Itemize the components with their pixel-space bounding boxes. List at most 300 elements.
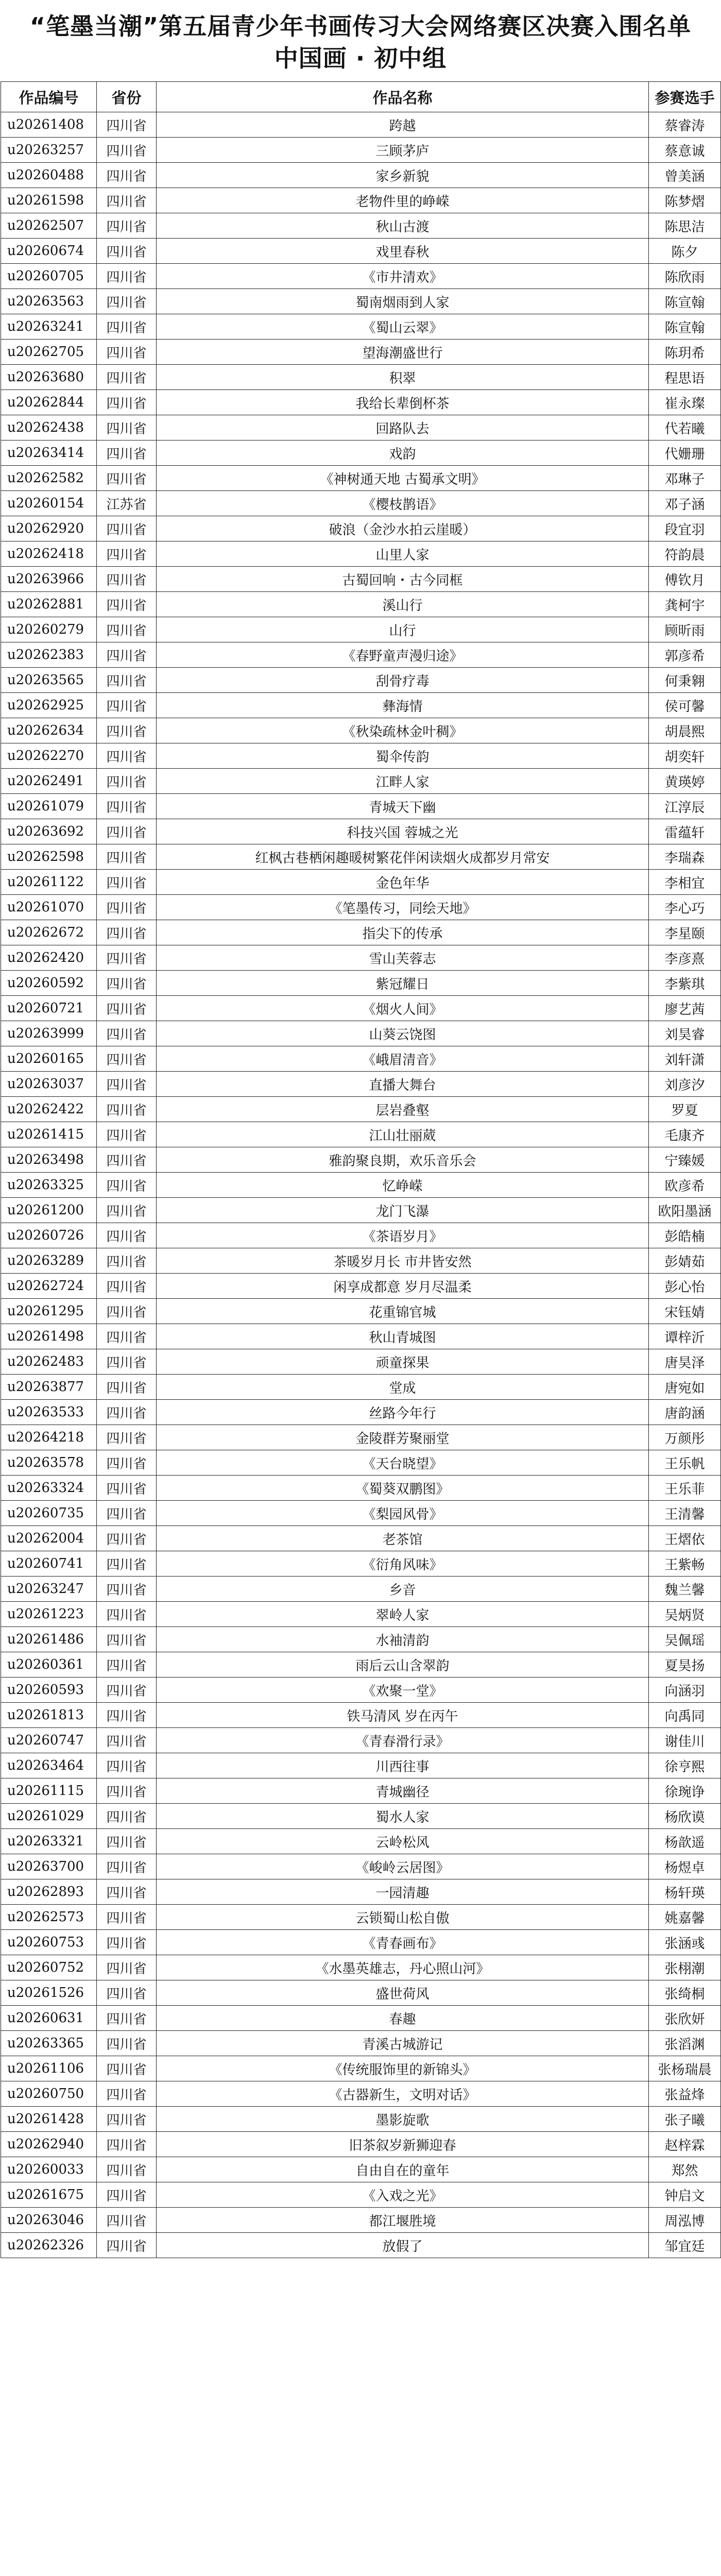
cell-province: 四川省 [97, 592, 157, 617]
cell-province: 四川省 [97, 1324, 157, 1349]
cell-name: 钟启文 [649, 2182, 721, 2208]
cell-province: 四川省 [97, 1198, 157, 1223]
title-line-2: 中国画 · 初中组 [274, 44, 447, 72]
document-title [0, 10, 721, 74]
cell-name: 徐琬诤 [649, 1778, 721, 1804]
cell-code: u20261675 [1, 2182, 97, 2208]
cell-code: u20262893 [1, 1879, 97, 1905]
cell-code: u20263700 [1, 1854, 97, 1879]
table-row [1, 390, 721, 415]
cell-code: u20260488 [1, 163, 97, 188]
cell-code: u20260279 [1, 617, 97, 642]
table-row [1, 870, 721, 895]
cell-title: 指尖下的传承 [157, 920, 649, 945]
cell-code: u20260674 [1, 239, 97, 264]
cell-code: u20260033 [1, 2157, 97, 2182]
cell-province: 四川省 [97, 2107, 157, 2132]
cell-name: 姚嘉馨 [649, 1905, 721, 1930]
table-body [1, 112, 721, 2258]
cell-title: 闲享成都意 岁月尽温柔 [157, 1274, 649, 1299]
table-row [1, 1476, 721, 1501]
cell-province: 四川省 [97, 138, 157, 163]
cell-name: 谭梓沂 [649, 1324, 721, 1349]
cell-name: 张涵彧 [649, 1930, 721, 1955]
cell-title: 《烟火人间》 [157, 996, 649, 1021]
table-row [1, 1778, 721, 1804]
cell-code: u20262920 [1, 516, 97, 541]
table-row [1, 1097, 721, 1122]
cell-province: 四川省 [97, 314, 157, 340]
cell-name: 郭彦希 [649, 642, 721, 668]
cell-name: 李相宜 [649, 870, 721, 895]
table-header-row [1, 82, 721, 112]
cell-name: 李紫琪 [649, 971, 721, 996]
cell-code: u20261295 [1, 1299, 97, 1324]
cell-province: 江苏省 [97, 491, 157, 516]
cell-code: u20261598 [1, 188, 97, 213]
cell-province: 四川省 [97, 1728, 157, 1753]
cell-name: 张子曦 [649, 2107, 721, 2132]
table-row [1, 2233, 721, 2258]
table-row [1, 718, 721, 743]
table-row [1, 1425, 721, 1450]
table-row [1, 693, 721, 718]
table-row [1, 314, 721, 340]
cell-name: 邹宜廷 [649, 2233, 721, 2258]
cell-title: 山里人家 [157, 541, 649, 567]
table-row [1, 1526, 721, 1551]
cell-name: 李星颐 [649, 920, 721, 945]
cell-province: 四川省 [97, 819, 157, 844]
table-row [1, 1627, 721, 1652]
cell-province: 四川省 [97, 2031, 157, 2056]
cell-code: u20260361 [1, 1652, 97, 1677]
cell-province: 四川省 [97, 466, 157, 491]
cell-title: 《茶语岁月》 [157, 1223, 649, 1248]
table-row [1, 1450, 721, 1476]
cell-title: 茶暖岁月长 市井皆安然 [157, 1248, 649, 1274]
table-row [1, 365, 721, 390]
table-row [1, 996, 721, 1021]
table-row [1, 895, 721, 920]
table-row [1, 1753, 721, 1778]
cell-code: u20263046 [1, 2208, 97, 2233]
table-row [1, 1577, 721, 1602]
cell-province: 四川省 [97, 1829, 157, 1854]
cell-code: u20260750 [1, 2081, 97, 2107]
cell-code: u20261498 [1, 1324, 97, 1349]
cell-title: 山葵云饶图 [157, 1021, 649, 1046]
cell-name: 代姗珊 [649, 440, 721, 466]
cell-title: 《入戏之光》 [157, 2182, 649, 2208]
cell-name: 符韵晨 [649, 541, 721, 567]
cell-name: 崔永璨 [649, 390, 721, 415]
cell-title: 老茶馆 [157, 1526, 649, 1551]
cell-title: 《神树通天地 古蜀承文明》 [157, 466, 649, 491]
cell-code: u20263365 [1, 2031, 97, 2056]
cell-name: 郑然 [649, 2157, 721, 2182]
table-row [1, 2006, 721, 2031]
cell-name: 陈玥希 [649, 340, 721, 365]
cell-code: u20263321 [1, 1829, 97, 1854]
cell-province: 四川省 [97, 2208, 157, 2233]
cell-title: 《市井清欢》 [157, 264, 649, 289]
table-row [1, 2107, 721, 2132]
table-row [1, 415, 721, 440]
cell-name: 宋钰婧 [649, 1299, 721, 1324]
table-row [1, 2208, 721, 2233]
table-row [1, 1324, 721, 1349]
cell-province: 四川省 [97, 769, 157, 794]
cell-code: u20261115 [1, 1778, 97, 1804]
cell-code: u20261428 [1, 2107, 97, 2132]
cell-code: u20261122 [1, 870, 97, 895]
table-row [1, 1703, 721, 1728]
cell-title: 三顾茅庐 [157, 138, 649, 163]
cell-province: 四川省 [97, 289, 157, 314]
cell-code: u20263325 [1, 1173, 97, 1198]
cell-code: u20260593 [1, 1677, 97, 1703]
cell-province: 四川省 [97, 440, 157, 466]
table-row [1, 2056, 721, 2081]
cell-name: 陈思洁 [649, 213, 721, 239]
cell-title: 《笔墨传习，同绘天地》 [157, 895, 649, 920]
cell-title: 破浪（金沙水拍云崖暖） [157, 516, 649, 541]
cell-title: 戏里春秋 [157, 239, 649, 264]
cell-province: 四川省 [97, 617, 157, 642]
cell-code: u20262940 [1, 2132, 97, 2157]
cell-name: 傅钦月 [649, 567, 721, 592]
cell-title: 彝海情 [157, 693, 649, 718]
table-row [1, 1299, 721, 1324]
table-row [1, 1223, 721, 1248]
cell-title: 青城天下幽 [157, 794, 649, 819]
cell-name: 彭心怡 [649, 1274, 721, 1299]
cell-name: 杨煜卓 [649, 1854, 721, 1879]
cell-province: 四川省 [97, 1375, 157, 1400]
cell-province: 四川省 [97, 2233, 157, 2258]
cell-name: 邓琳子 [649, 466, 721, 491]
cell-province: 四川省 [97, 2182, 157, 2208]
cell-code: u20262270 [1, 743, 97, 769]
cell-title: 堂成 [157, 1375, 649, 1400]
table-row [1, 945, 721, 971]
cell-code: u20263877 [1, 1375, 97, 1400]
table-row [1, 1677, 721, 1703]
cell-province: 四川省 [97, 1122, 157, 1147]
cell-province: 四川省 [97, 112, 157, 138]
cell-title: 雅韵聚良期，欢乐音乐会 [157, 1147, 649, 1173]
table-row [1, 1955, 721, 1980]
cell-code: u20262004 [1, 1526, 97, 1551]
table-row [1, 1980, 721, 2006]
cell-name: 杨歆遥 [649, 1829, 721, 1854]
cell-title: 水袖清韵 [157, 1627, 649, 1652]
cell-province: 四川省 [97, 1248, 157, 1274]
title-line-1: “笔墨当潮”第五届青少年书画传习大会网络赛区决赛入围名单 [29, 12, 692, 40]
cell-title: 紫冠耀日 [157, 971, 649, 996]
cell-code: u20260741 [1, 1551, 97, 1577]
table-row [1, 466, 721, 491]
cell-title: 金陵群芳聚丽堂 [157, 1425, 649, 1450]
table-row [1, 239, 721, 264]
table-row [1, 1602, 721, 1627]
cell-code: u20263037 [1, 1072, 97, 1097]
cell-name: 向涵羽 [649, 1677, 721, 1703]
cell-code: u20263966 [1, 567, 97, 592]
cell-title: 《春野童声漫归途》 [157, 642, 649, 668]
cell-province: 四川省 [97, 1299, 157, 1324]
table-row [1, 2081, 721, 2107]
cell-title: 家乡新貌 [157, 163, 649, 188]
cell-name: 杨轩瑛 [649, 1879, 721, 1905]
cell-title: 蜀水人家 [157, 1804, 649, 1829]
cell-title: 《衍角风味》 [157, 1551, 649, 1577]
cell-code: u20260721 [1, 996, 97, 1021]
table-row [1, 567, 721, 592]
cell-province: 四川省 [97, 1804, 157, 1829]
cell-province: 四川省 [97, 1778, 157, 1804]
table-row [1, 541, 721, 567]
cell-province: 四川省 [97, 1097, 157, 1122]
table-row [1, 1854, 721, 1879]
cell-title: 忆峥嵘 [157, 1173, 649, 1198]
table-row [1, 491, 721, 516]
cell-name: 王清馨 [649, 1501, 721, 1526]
cell-code: u20260154 [1, 491, 97, 516]
table-row [1, 642, 721, 668]
cell-title: 放假了 [157, 2233, 649, 2258]
cell-province: 四川省 [97, 1274, 157, 1299]
cell-code: u20262672 [1, 920, 97, 945]
table-row [1, 819, 721, 844]
cell-code: u20260753 [1, 1930, 97, 1955]
cell-title: 我给长辈倒杯茶 [157, 390, 649, 415]
cell-code: u20263692 [1, 819, 97, 844]
cell-province: 四川省 [97, 415, 157, 440]
cell-title: 花重锦官城 [157, 1299, 649, 1324]
cell-name: 吴炳贤 [649, 1602, 721, 1627]
cell-code: u20263498 [1, 1147, 97, 1173]
cell-province: 四川省 [97, 1551, 157, 1577]
cell-title: 刮骨疗毒 [157, 668, 649, 693]
cell-code: u20262634 [1, 718, 97, 743]
cell-code: u20262383 [1, 642, 97, 668]
cell-name: 陈欣雨 [649, 264, 721, 289]
cell-name: 张欣妍 [649, 2006, 721, 2031]
cell-code: u20263578 [1, 1450, 97, 1476]
table-row [1, 743, 721, 769]
table-row [1, 1400, 721, 1425]
cell-name: 李心巧 [649, 895, 721, 920]
cell-code: u20262438 [1, 415, 97, 440]
cell-province: 四川省 [97, 365, 157, 390]
table-row [1, 844, 721, 870]
cell-code: u20260631 [1, 2006, 97, 2031]
cell-province: 四川省 [97, 239, 157, 264]
table-row [1, 920, 721, 945]
cell-code: u20262491 [1, 769, 97, 794]
cell-name: 陈梦熠 [649, 188, 721, 213]
cell-title: 回路队去 [157, 415, 649, 440]
cell-code: u20261486 [1, 1627, 97, 1652]
cell-province: 四川省 [97, 567, 157, 592]
cell-code: u20262582 [1, 466, 97, 491]
table-row [1, 2132, 721, 2157]
cell-title: 科技兴国 蓉城之光 [157, 819, 649, 844]
cell-title: 直播大舞台 [157, 1072, 649, 1097]
table-row [1, 1274, 721, 1299]
cell-province: 四川省 [97, 541, 157, 567]
cell-province: 四川省 [97, 1703, 157, 1728]
cell-title: 《蜀葵双鹏图》 [157, 1476, 649, 1501]
cell-code: u20262925 [1, 693, 97, 718]
cell-name: 李瑞森 [649, 844, 721, 870]
table-row [1, 971, 721, 996]
table-row [1, 1072, 721, 1097]
cell-code: u20263680 [1, 365, 97, 390]
cell-name: 代若曦 [649, 415, 721, 440]
cell-province: 四川省 [97, 390, 157, 415]
cell-province: 四川省 [97, 1652, 157, 1677]
table-row [1, 1349, 721, 1375]
table-row [1, 1728, 721, 1753]
cell-title: 春趣 [157, 2006, 649, 2031]
cell-name: 张栩潮 [649, 1955, 721, 1980]
cell-title: 溪山行 [157, 592, 649, 617]
finalist-table [1, 81, 721, 2258]
cell-province: 四川省 [97, 1677, 157, 1703]
cell-name: 夏昊扬 [649, 1652, 721, 1677]
cell-title: 丝路今年行 [157, 1400, 649, 1425]
cell-province: 四川省 [97, 718, 157, 743]
cell-province: 四川省 [97, 1930, 157, 1955]
cell-title: 江山壮丽葳 [157, 1122, 649, 1147]
table-row [1, 163, 721, 188]
table-row [1, 1248, 721, 1274]
table-row [1, 769, 721, 794]
cell-name: 侯可馨 [649, 693, 721, 718]
cell-title: 秋山古渡 [157, 213, 649, 239]
cell-name: 魏兰馨 [649, 1577, 721, 1602]
cell-title: 《天台晓望》 [157, 1450, 649, 1476]
cell-title: 一园清趣 [157, 1879, 649, 1905]
cell-name: 王乐菲 [649, 1476, 721, 1501]
cell-name: 刘轩潇 [649, 1046, 721, 1072]
cell-name: 罗夏 [649, 1097, 721, 1122]
cell-name: 陈宣翰 [649, 289, 721, 314]
table-row [1, 592, 721, 617]
cell-province: 四川省 [97, 1526, 157, 1551]
cell-name: 唐韵涵 [649, 1400, 721, 1425]
cell-code: u20261415 [1, 1122, 97, 1147]
cell-province: 四川省 [97, 2056, 157, 2081]
cell-title: 《峻岭云居图》 [157, 1854, 649, 1879]
header-name: 参赛选手 [649, 82, 721, 112]
cell-title: 金色年华 [157, 870, 649, 895]
cell-title: 旧茶叙岁新狮迎春 [157, 2132, 649, 2157]
cell-name: 胡晨熙 [649, 718, 721, 743]
cell-province: 四川省 [97, 1349, 157, 1375]
cell-province: 四川省 [97, 870, 157, 895]
cell-code: u20261200 [1, 1198, 97, 1223]
cell-name: 陈夕 [649, 239, 721, 264]
cell-name: 陈宣翰 [649, 314, 721, 340]
cell-code: u20263247 [1, 1577, 97, 1602]
cell-title: 《峨眉清音》 [157, 1046, 649, 1072]
table-row [1, 2157, 721, 2182]
cell-name: 邓子涵 [649, 491, 721, 516]
table-row [1, 1375, 721, 1400]
cell-title: 山行 [157, 617, 649, 642]
cell-title: 秋山青城图 [157, 1324, 649, 1349]
cell-province: 四川省 [97, 1021, 157, 1046]
table-row [1, 188, 721, 213]
table-row [1, 516, 721, 541]
table-row [1, 289, 721, 314]
cell-name: 张滔渊 [649, 2031, 721, 2056]
cell-name: 江淳辰 [649, 794, 721, 819]
table-row [1, 794, 721, 819]
cell-province: 四川省 [97, 2081, 157, 2107]
cell-province: 四川省 [97, 163, 157, 188]
cell-code: u20260165 [1, 1046, 97, 1072]
table-row [1, 264, 721, 289]
cell-title: 云岭松风 [157, 1829, 649, 1854]
cell-province: 四川省 [97, 1501, 157, 1526]
cell-title: 蜀南烟雨到人家 [157, 289, 649, 314]
cell-code: u20263241 [1, 314, 97, 340]
header-title: 作品名称 [157, 82, 649, 112]
table-row [1, 1829, 721, 1854]
cell-title: 铁马清风 岁在丙午 [157, 1703, 649, 1728]
cell-province: 四川省 [97, 1223, 157, 1248]
cell-name: 王熠依 [649, 1526, 721, 1551]
cell-name: 赵梓霖 [649, 2132, 721, 2157]
cell-name: 雷蕴轩 [649, 819, 721, 844]
cell-title: 云锁蜀山松自傲 [157, 1905, 649, 1930]
cell-province: 四川省 [97, 2006, 157, 2031]
cell-title: 跨越 [157, 112, 649, 138]
cell-province: 四川省 [97, 895, 157, 920]
table-row [1, 1046, 721, 1072]
cell-name: 欧彦希 [649, 1173, 721, 1198]
cell-province: 四川省 [97, 668, 157, 693]
cell-code: u20261070 [1, 895, 97, 920]
cell-province: 四川省 [97, 213, 157, 239]
cell-province: 四川省 [97, 1400, 157, 1425]
cell-code: u20260747 [1, 1728, 97, 1753]
cell-name: 吴佩瑶 [649, 1627, 721, 1652]
table-row [1, 1879, 721, 1905]
cell-title: 红枫古巷栖闲趣暖树繁花伴闲读烟火成都岁月常安 [157, 844, 649, 870]
cell-code: u20263464 [1, 1753, 97, 1778]
cell-code: u20262483 [1, 1349, 97, 1375]
cell-province: 四川省 [97, 920, 157, 945]
cell-code: u20261408 [1, 112, 97, 138]
cell-code: u20261079 [1, 794, 97, 819]
cell-province: 四川省 [97, 1577, 157, 1602]
table-row [1, 1147, 721, 1173]
cell-code: u20264218 [1, 1425, 97, 1450]
cell-name: 向禹同 [649, 1703, 721, 1728]
cell-title: 雪山芙蓉志 [157, 945, 649, 971]
cell-title: 顽童探果 [157, 1349, 649, 1375]
cell-title: 《青春画布》 [157, 1930, 649, 1955]
table-row [1, 1173, 721, 1198]
cell-title: 龙门飞瀑 [157, 1198, 649, 1223]
cell-code: u20262507 [1, 213, 97, 239]
